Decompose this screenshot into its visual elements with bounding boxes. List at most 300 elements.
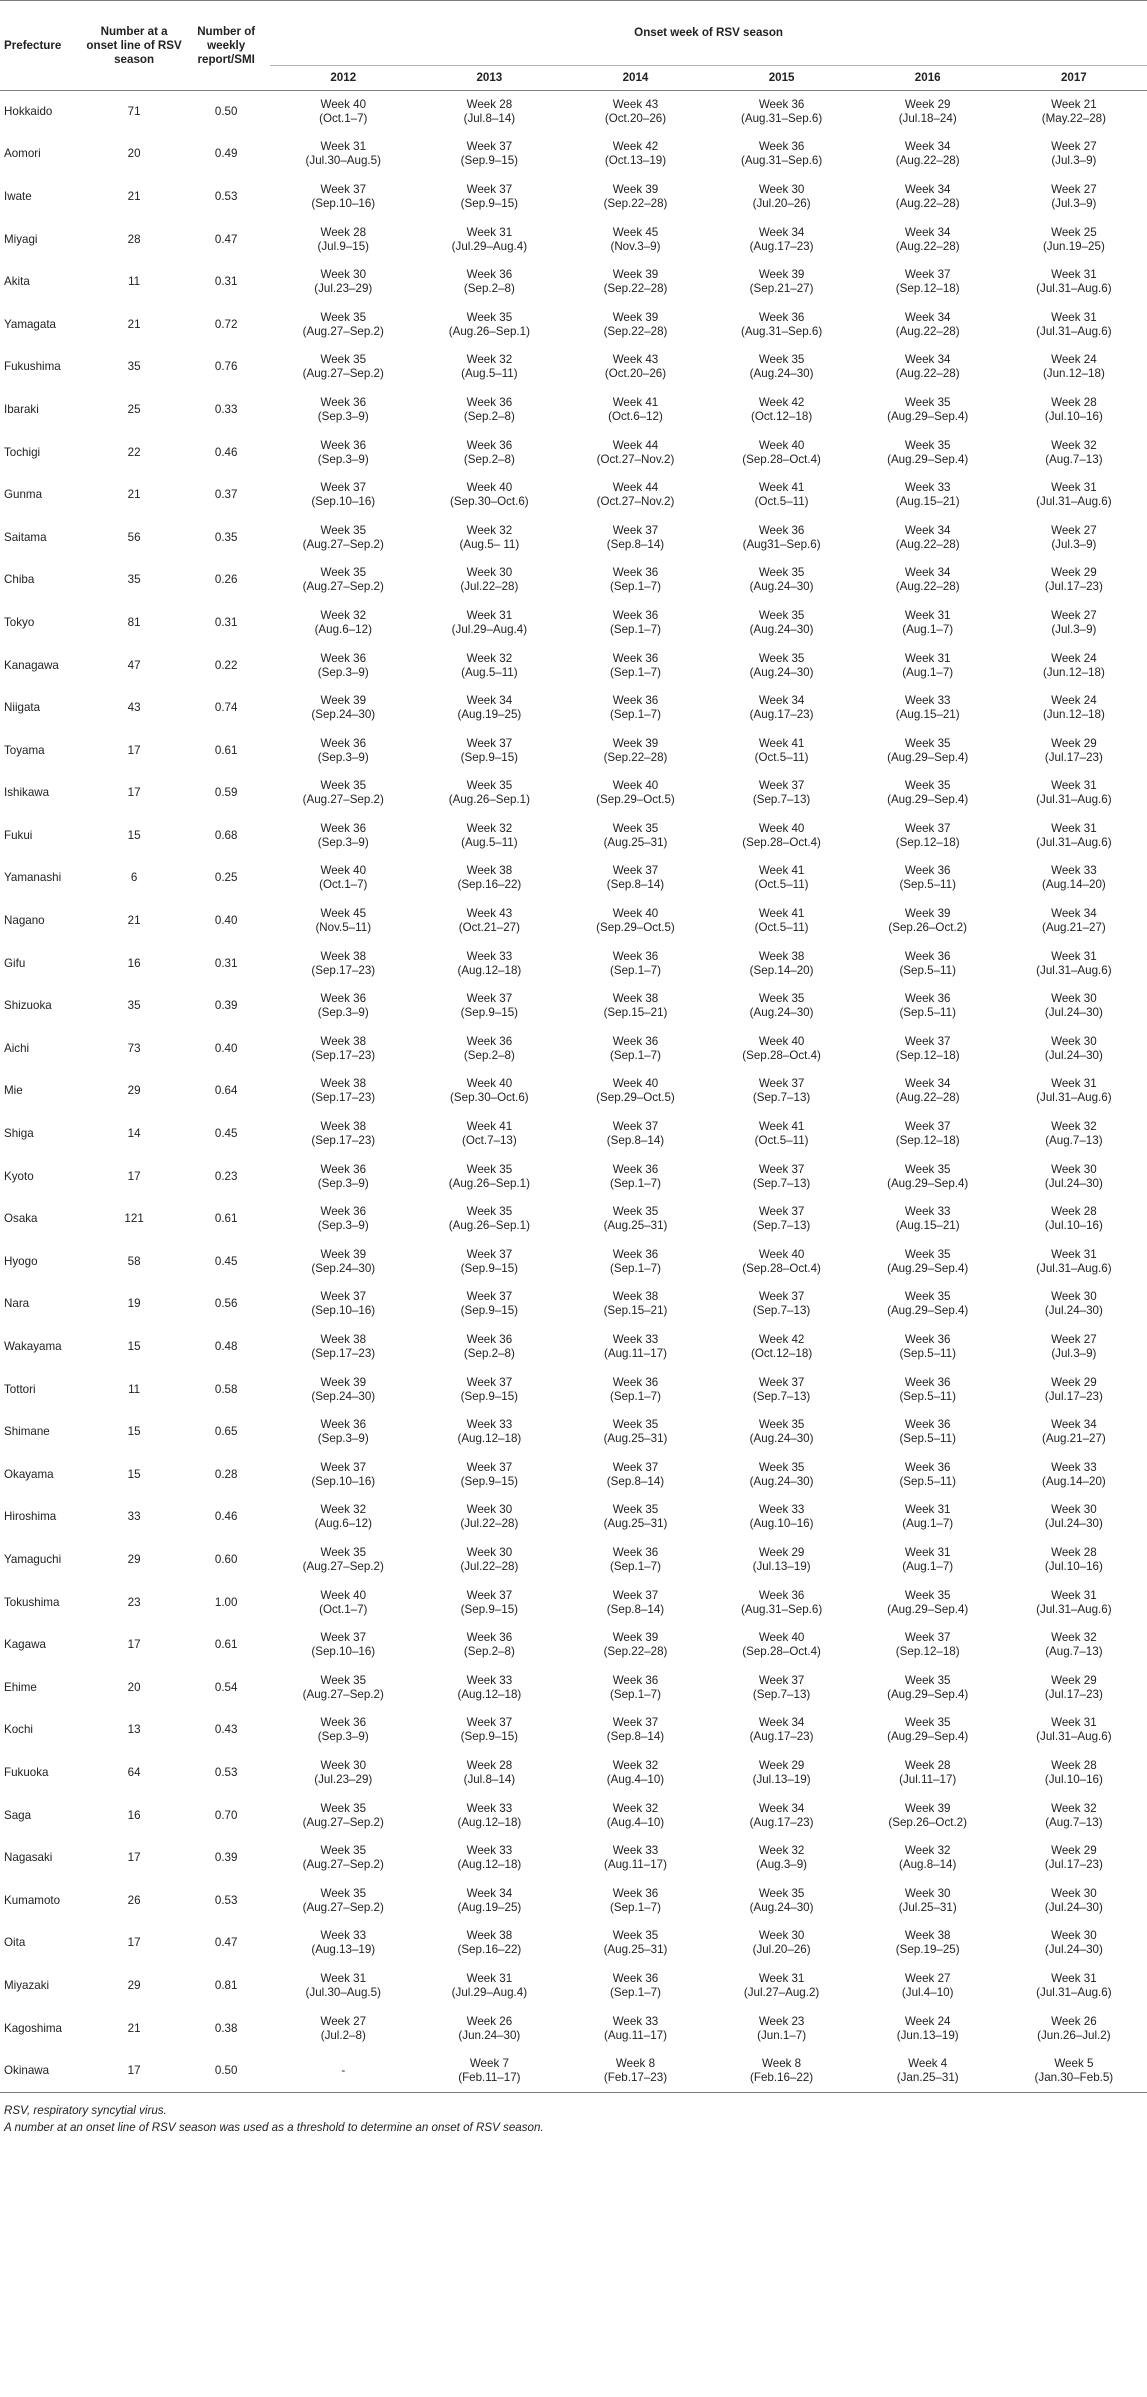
onset-week-label: Week 27 <box>1051 1333 1097 1347</box>
onset-week-cell <box>270 516 416 559</box>
onset-week-cell <box>855 559 1001 602</box>
onset-week-dates: (Sep.9–15) <box>460 1389 519 1403</box>
onset-week-dates: (Aug.25–31) <box>603 1943 668 1957</box>
table-row <box>0 1326 1147 1369</box>
onset-week-cell <box>416 1155 562 1198</box>
header-year: 2015 <box>709 66 855 91</box>
onset-week-dates: (Aug.27–Sep.2) <box>302 1900 384 1914</box>
onset-week-label: Week 35 <box>758 566 805 580</box>
onset-week-cell <box>416 2007 562 2050</box>
onset-week-cell <box>562 1581 708 1624</box>
onset-week-cell <box>855 857 1001 900</box>
onset-week-cell <box>1001 1326 1147 1369</box>
onset-week-label: Week 38 <box>466 1929 513 1943</box>
onset-week-label: Week 37 <box>904 1034 951 1048</box>
onset-week-cell <box>562 1837 708 1880</box>
table-row <box>0 389 1147 432</box>
onset-week-label: Week 35 <box>758 1418 805 1432</box>
onset-week-cell <box>855 1794 1001 1837</box>
onset-week-label: Week 37 <box>466 1716 513 1730</box>
onset-week-dates: (Jul.31–Aug.6) <box>1036 835 1112 849</box>
onset-week-dates: (Aug.4–10) <box>606 1772 665 1786</box>
onset-week-dates: (Sep.10–16) <box>311 1304 376 1318</box>
onset-week-dates: (Sep.5–11) <box>899 1474 956 1488</box>
onset-week-label: Week 32 <box>466 353 513 367</box>
onset-week-dates: (Jul.18–24) <box>898 112 957 126</box>
onset-week-label: Week 37 <box>904 268 951 282</box>
onset-week-cell <box>562 1283 708 1326</box>
onset-week-cell <box>270 1368 416 1411</box>
onset-week-dates: (Aug.12–18) <box>457 1815 522 1829</box>
onset-week-label: Week 37 <box>466 1375 513 1389</box>
onset-week-cell <box>562 2050 708 2093</box>
onset-week-dates: (Jul.25–31) <box>898 1900 957 1914</box>
onset-week-cell <box>1001 1581 1147 1624</box>
onset-week-label: Week 36 <box>904 1375 951 1389</box>
table-row <box>0 1837 1147 1880</box>
onset-week-label: Week 32 <box>1051 1631 1097 1645</box>
onset-week-cell <box>270 1539 416 1582</box>
onset-week-dates: (Oct.5–11) <box>754 750 809 764</box>
onset-week-dates: (Aug.15–21) <box>895 495 960 509</box>
onset-week-cell <box>416 1198 562 1241</box>
onset-week-cell <box>270 1028 416 1071</box>
onset-week-label: Week 34 <box>904 523 951 537</box>
onset-week-cell <box>855 1155 1001 1198</box>
onset-week-cell <box>416 1624 562 1667</box>
table-row <box>0 1922 1147 1965</box>
weekly-report-cell: 0.23 <box>214 1169 238 1183</box>
onset-week-dates: (Sep.9–15) <box>460 1261 519 1275</box>
onset-line-cell: 81 <box>127 615 141 629</box>
onset-week-cell <box>709 1837 855 1880</box>
prefecture-cell: Iwate <box>4 189 32 203</box>
onset-week-cell <box>270 474 416 517</box>
onset-week-dates: (Feb.11–17) <box>458 2070 521 2084</box>
onset-line-cell: 35 <box>127 573 141 587</box>
onset-week-dates: (Aug.8–14) <box>899 1858 957 1872</box>
onset-week-dates: (Sep.9–15) <box>460 196 519 210</box>
onset-week-dates: (Jul.2–8) <box>320 2028 366 2042</box>
onset-week-dates: (Aug.12–18) <box>457 1858 522 1872</box>
onset-week-label: Week 39 <box>612 1631 659 1645</box>
onset-week-dates: (Aug.7–13) <box>1045 1134 1103 1148</box>
onset-week-cell <box>855 1368 1001 1411</box>
onset-line-cell: 35 <box>127 360 141 374</box>
onset-week-label: Week 36 <box>320 395 367 409</box>
onset-week-label: Week 37 <box>466 140 513 154</box>
onset-week-label: Week 27 <box>1051 608 1097 622</box>
onset-week-label: Week 33 <box>904 481 951 495</box>
onset-line-cell: 20 <box>127 147 141 161</box>
onset-line-cell: 25 <box>127 402 141 416</box>
onset-week-label: Week 35 <box>904 1716 951 1730</box>
table-row <box>0 176 1147 219</box>
onset-week-dates: (Aug.29–Sep.4) <box>887 409 969 423</box>
onset-week-label: Week 36 <box>466 438 513 452</box>
onset-week-dates: (Aug.31–Sep.6) <box>740 112 823 126</box>
onset-week-label: Week 36 <box>758 98 805 112</box>
onset-week-dates: (Jul.24–30) <box>1044 1900 1103 1914</box>
onset-week-label: Week 41 <box>758 481 805 495</box>
onset-week-cell <box>416 1241 562 1284</box>
onset-week-cell <box>1001 772 1147 815</box>
onset-week-label: Week 29 <box>1051 566 1097 580</box>
onset-week-dates: (Aug.25–31) <box>603 1517 668 1531</box>
onset-week-cell <box>562 133 708 176</box>
weekly-report-cell: 0.22 <box>214 658 238 672</box>
onset-week-dates: (Sep.1–7) <box>610 708 661 722</box>
weekly-report-cell: 0.60 <box>214 1552 238 1566</box>
onset-week-dates: (Jul.8–14) <box>463 1772 516 1786</box>
onset-week-dates: (Sep.3–9) <box>317 1219 369 1233</box>
onset-week-dates: (Sep.1–7) <box>610 580 661 594</box>
weekly-report-cell: 0.39 <box>214 1851 238 1865</box>
onset-week-cell <box>416 985 562 1028</box>
onset-week-dates: (Sep.26–Oct.2) <box>888 1815 967 1829</box>
onset-week-cell <box>709 1283 855 1326</box>
onset-week-label: Week 34 <box>904 140 951 154</box>
table-row <box>0 1283 1147 1326</box>
onset-week-dates: (Jul.13–19) <box>752 1559 811 1573</box>
onset-week-cell <box>270 772 416 815</box>
onset-week-label: Week 40 <box>758 1247 805 1261</box>
onset-week-dates: (Sep.24–30) <box>311 1389 376 1403</box>
onset-week-dates: (Aug.24–30) <box>749 580 814 594</box>
onset-week-label: Week 24 <box>1051 353 1097 367</box>
onset-week-label: Week 35 <box>612 1503 659 1517</box>
onset-line-cell: 21 <box>127 914 141 928</box>
onset-week-dates: (Oct.5–11) <box>754 878 809 892</box>
prefecture-cell: Kumamoto <box>4 1893 61 1907</box>
onset-week-cell <box>855 1496 1001 1539</box>
onset-week-dates: (Aug.5– 11) <box>459 537 520 551</box>
onset-week-dates: (Jan.25–31) <box>896 2070 959 2084</box>
prefecture-cell: Ishikawa <box>4 786 50 800</box>
onset-week-label: Week 35 <box>320 1844 367 1858</box>
weekly-report-cell: 0.48 <box>214 1340 238 1354</box>
table-row <box>0 1965 1147 2008</box>
prefecture-cell: Mie <box>4 1084 23 1098</box>
onset-week-dates: (Sep.3–9) <box>317 1432 369 1446</box>
onset-week-dates: (Sep.9–15) <box>460 1304 519 1318</box>
onset-week-dates: (Jul.31–Aug.6) <box>1036 963 1112 977</box>
onset-week-label: Week 37 <box>612 1716 659 1730</box>
onset-week-cell <box>855 431 1001 474</box>
onset-week-label: Week 33 <box>466 1844 513 1858</box>
onset-week-cell <box>562 218 708 261</box>
header-year: 2014 <box>562 66 708 91</box>
onset-week-dates: (Jul.3–9) <box>1051 1347 1097 1361</box>
onset-week-label: Week 30 <box>320 1758 367 1772</box>
onset-week-dates: (Aug.3–9) <box>756 1858 808 1872</box>
weekly-report-cell: 0.54 <box>214 1680 238 1694</box>
onset-week-cell <box>270 1113 416 1156</box>
onset-week-dates: (Sep.1–7) <box>610 1985 661 1999</box>
onset-week-cell <box>270 1837 416 1880</box>
prefecture-cell: Fukui <box>4 828 33 842</box>
onset-week-label: Week 35 <box>320 310 367 324</box>
onset-week-label: Week 43 <box>612 353 659 367</box>
onset-week-cell <box>270 91 416 134</box>
onset-week-label: Week 28 <box>1051 1545 1097 1559</box>
onset-week-dates: (Aug.19–25) <box>457 708 522 722</box>
onset-week-label: Week 27 <box>904 1971 951 1985</box>
onset-week-cell <box>855 1624 1001 1667</box>
prefecture-cell: Gifu <box>4 956 26 970</box>
onset-line-cell: 15 <box>127 1425 141 1439</box>
onset-week-dates: (Aug.22–28) <box>895 196 960 210</box>
onset-week-label: Week 36 <box>758 523 805 537</box>
onset-week-cell <box>709 261 855 304</box>
onset-week-cell <box>1001 1496 1147 1539</box>
onset-week-label: Week 35 <box>320 523 367 537</box>
weekly-report-cell: 0.47 <box>214 1936 238 1950</box>
onset-week-cell <box>1001 559 1147 602</box>
onset-week-cell <box>855 1326 1001 1369</box>
onset-week-dates: (Sep.3–9) <box>317 452 369 466</box>
onset-week-label: Week 34 <box>758 225 805 239</box>
onset-week-label: Week 35 <box>320 1673 367 1687</box>
onset-week-label: Week 35 <box>904 1588 951 1602</box>
onset-week-dates: (Sep.22–28) <box>603 324 668 338</box>
onset-week-dates: (Sep.14–20) <box>749 963 814 977</box>
onset-week-cell <box>416 772 562 815</box>
onset-week-dates: (Sep.24–30) <box>311 1261 376 1275</box>
onset-week-dates: (Aug.12–18) <box>457 1432 522 1446</box>
onset-week-dates: (Aug.24–30) <box>749 367 814 381</box>
onset-week-cell <box>1001 1411 1147 1454</box>
weekly-report-cell: 0.31 <box>214 956 238 970</box>
onset-week-dates: (Sep.3–9) <box>317 1730 369 1744</box>
onset-line-cell: 17 <box>86 2050 182 2093</box>
onset-week-dates: (Sep.1–7) <box>610 1900 661 1914</box>
onset-week-cell <box>1001 1794 1147 1837</box>
onset-week-label: Week 31 <box>1051 949 1097 963</box>
table-row <box>0 602 1147 645</box>
onset-week-label: Week 40 <box>320 864 367 878</box>
onset-week-cell <box>1001 1965 1147 2008</box>
onset-week-label: Week 34 <box>904 1077 951 1091</box>
weekly-report-cell: 0.53 <box>214 1765 238 1779</box>
weekly-report-cell: 0.47 <box>214 232 238 246</box>
onset-week-cell <box>855 2007 1001 2050</box>
onset-line-cell: 6 <box>130 871 138 885</box>
prefecture-cell: Yamanashi <box>4 871 62 885</box>
onset-week-cell <box>562 1028 708 1071</box>
onset-week-cell <box>416 261 562 304</box>
onset-line-cell: 15 <box>127 1467 141 1481</box>
weekly-report-cell: 0.35 <box>214 530 238 544</box>
onset-week-dates: (Aug.24–30) <box>749 1006 814 1020</box>
onset-week-label: Week 37 <box>758 779 805 793</box>
weekly-report-cell: 0.46 <box>214 445 238 459</box>
onset-week-dates: (Aug.26–Sep.1) <box>448 1219 530 1233</box>
onset-week-cell <box>270 1794 416 1837</box>
onset-week-cell <box>416 1496 562 1539</box>
prefecture-cell: Shizuoka <box>4 999 52 1013</box>
onset-week-cell <box>270 729 416 772</box>
onset-week-dates: (Jul.31–Aug.6) <box>1036 1730 1112 1744</box>
onset-week-cell <box>1001 91 1147 134</box>
onset-week-dates: (Aug.6–12) <box>314 622 372 636</box>
onset-week-dates: (Jul.17–23) <box>1044 580 1103 594</box>
table-row <box>0 1624 1147 1667</box>
onset-week-label: Week 30 <box>1051 1503 1097 1517</box>
onset-week-dates: (Jul.3–9) <box>1051 537 1097 551</box>
onset-week-cell <box>855 602 1001 645</box>
onset-week-dates: (Aug.7–13) <box>1045 1815 1103 1829</box>
onset-week-dates: (Aug.7–13) <box>1045 1645 1103 1659</box>
prefecture-cell: Kochi <box>4 1723 34 1737</box>
onset-week-label: Week 35 <box>758 651 805 665</box>
onset-week-dates: (Jul.10–16) <box>1044 1559 1103 1573</box>
onset-week-cell <box>416 91 562 134</box>
onset-week-label: Week 35 <box>466 310 513 324</box>
weekly-report-cell: 0.26 <box>214 573 238 587</box>
onset-week-label: Week 29 <box>1051 1375 1097 1389</box>
onset-week-dates: (Sep.17–23) <box>311 1134 376 1148</box>
weekly-report-cell: 0.31 <box>214 275 238 289</box>
onset-week-dates: (Aug.29–Sep.4) <box>887 1176 969 1190</box>
onset-week-label: Week 37 <box>320 182 367 196</box>
onset-week-label: Week 41 <box>758 907 805 921</box>
onset-week-label: Week 30 <box>466 1503 513 1517</box>
onset-week-cell <box>709 1965 855 2008</box>
onset-week-cell <box>562 176 708 219</box>
onset-week-dates: (Aug.13–19) <box>311 1943 376 1957</box>
onset-week-dates: (Jul.22–28) <box>460 1559 519 1573</box>
onset-week-dates: (Aug.11–17) <box>604 1347 667 1361</box>
onset-week-dates: (Sep.29–Oct.5) <box>596 793 675 807</box>
onset-week-cell <box>1001 1539 1147 1582</box>
table-row <box>0 2050 1147 2093</box>
onset-week-dates: (Jul.24–30) <box>1044 1006 1103 1020</box>
table-row <box>0 1666 1147 1709</box>
onset-week-cell <box>709 687 855 730</box>
table-row <box>0 91 1147 134</box>
onset-week-cell <box>855 303 1001 346</box>
onset-week-cell <box>855 1752 1001 1795</box>
onset-week-cell <box>270 431 416 474</box>
onset-week-dates: (Aug.1–7) <box>902 1559 954 1573</box>
onset-week-cell <box>416 1879 562 1922</box>
onset-week-dates: (Sep.1–7) <box>610 1176 661 1190</box>
onset-week-label: Week 38 <box>612 992 659 1006</box>
onset-week-dates: (Jul.29–Aug.4) <box>451 239 528 253</box>
onset-week-label: Week 36 <box>320 1162 367 1176</box>
onset-line-cell: 17 <box>127 1936 141 1950</box>
onset-week-label: Week 35 <box>904 1290 951 1304</box>
onset-week-dates: (Sep.1–7) <box>610 665 661 679</box>
onset-line-cell: 11 <box>128 275 141 289</box>
prefecture-cell: Ibaraki <box>4 402 39 416</box>
onset-week-dates: (Sep.3–9) <box>317 835 369 849</box>
onset-week-cell <box>709 346 855 389</box>
onset-line-cell: 47 <box>127 658 141 672</box>
weekly-report-cell: 0.40 <box>214 1041 238 1055</box>
onset-week-dates: (Sep.3–9) <box>317 665 369 679</box>
onset-week-dates: (Sep.10–16) <box>311 1645 376 1659</box>
onset-week-label: Week 28 <box>1051 395 1097 409</box>
onset-week-dates: (Jul.29–Aug.4) <box>451 1985 528 1999</box>
onset-week-dates: (Aug.22–28) <box>895 367 960 381</box>
weekly-report-cell: 0.76 <box>214 360 238 374</box>
onset-week-dates: (Aug.29–Sep.4) <box>887 1687 969 1701</box>
header-row-top <box>0 1 1147 66</box>
onset-week-label: Week 40 <box>612 1077 659 1091</box>
onset-week-cell <box>270 857 416 900</box>
weekly-report-cell: 0.64 <box>214 1084 238 1098</box>
onset-week-label: Week 36 <box>904 864 951 878</box>
onset-week-dates: (Sep.2–8) <box>463 1645 515 1659</box>
header-year: 2017 <box>1001 66 1147 91</box>
onset-week-cell <box>562 346 708 389</box>
prefecture-cell: Hokkaido <box>4 105 53 119</box>
onset-line-cell: 29 <box>127 1084 141 1098</box>
onset-week-label: Week 31 <box>1051 481 1097 495</box>
header-weekly-report: Number of weekly report/SMI <box>182 1 270 91</box>
onset-week-cell <box>562 303 708 346</box>
onset-week-cell <box>562 644 708 687</box>
onset-week-cell <box>709 1326 855 1369</box>
onset-week-cell <box>416 815 562 858</box>
onset-week-cell <box>1001 1752 1147 1795</box>
weekly-report-cell: 0.31 <box>214 615 238 629</box>
onset-line-cell: 58 <box>127 1254 141 1268</box>
onset-week-dates: (Jul.10–16) <box>1044 1772 1103 1786</box>
onset-week-cell <box>1001 815 1147 858</box>
onset-week-cell <box>270 2050 416 2093</box>
onset-week-dates: (Aug.12–18) <box>457 963 522 977</box>
onset-week-cell <box>270 218 416 261</box>
table-row <box>0 431 1147 474</box>
onset-week-dates: (Jul.27–Aug.2) <box>743 1985 820 1999</box>
onset-week-cell <box>709 2007 855 2050</box>
onset-week-dates: (Sep.12–18) <box>895 835 960 849</box>
onset-week-dates: (Jun.26–Jul.2) <box>1037 2028 1111 2042</box>
onset-week-label: Week 32 <box>612 1801 659 1815</box>
onset-week-dates: (Sep.3–9) <box>317 409 369 423</box>
prefecture-cell: Kagoshima <box>4 2021 63 2035</box>
onset-week-dates: (Oct.12–18) <box>750 409 813 423</box>
weekly-report-cell: 0.45 <box>214 1254 238 1268</box>
prefecture-cell: Shiga <box>4 1127 34 1141</box>
onset-week-dates: (Aug.22–28) <box>895 580 960 594</box>
onset-week-cell <box>270 1283 416 1326</box>
weekly-report-cell: 0.58 <box>214 1382 238 1396</box>
onset-week-label: Week 42 <box>612 140 659 154</box>
onset-week-cell <box>270 133 416 176</box>
onset-week-dates: (Jul.31–Aug.6) <box>1036 495 1112 509</box>
onset-week-cell <box>855 815 1001 858</box>
prefecture-cell: Hiroshima <box>4 1510 57 1524</box>
onset-week-label: Week 31 <box>320 1971 367 1985</box>
onset-week-cell <box>562 1155 708 1198</box>
onset-line-cell: 64 <box>127 1765 141 1779</box>
onset-week-dates: (Jul.4–10) <box>901 1985 954 1999</box>
onset-week-cell <box>562 815 708 858</box>
onset-week-label: Week 30 <box>466 566 513 580</box>
onset-week-label: Week 7 <box>469 2056 509 2070</box>
onset-week-dates: (Sep.3–9) <box>317 1176 369 1190</box>
table-row <box>0 1794 1147 1837</box>
onset-week-dates: (Jul.3–9) <box>1051 196 1097 210</box>
onset-line-cell: 43 <box>127 701 141 715</box>
prefecture-cell: Okayama <box>4 1467 54 1481</box>
onset-week-dates: (Feb.17–23) <box>603 2070 668 2084</box>
weekly-report-cell: 0.59 <box>214 786 238 800</box>
